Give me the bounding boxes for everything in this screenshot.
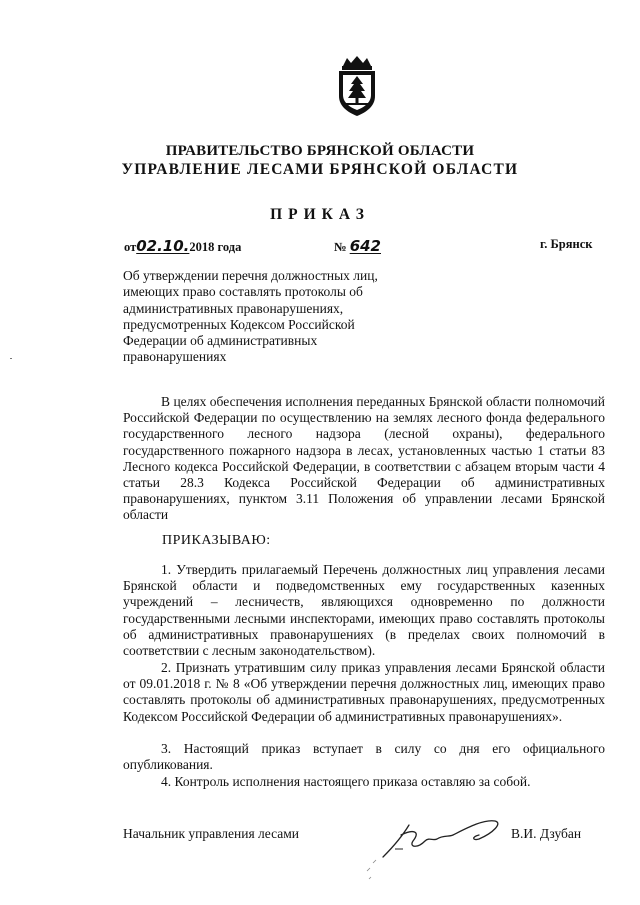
government-header: ПРАВИТЕЛЬСТВО БРЯНСКОЙ ОБЛАСТИ xyxy=(165,143,475,159)
order-item-3: 3. Настоящий приказ вступает в силу со дня его официального опубликования. xyxy=(123,741,605,773)
order-item-2: 2. Признать утратившим силу приказ управления лесами Брянской области от 09.01.2018 г. № 8 «Об утверждении перечня должностных лиц, имеющих право составлять протоколы об административных правонарушениях, предусмотренных Кодексом Российской Федерации об административных правонарушениях». xyxy=(123,660,605,724)
date-prefix: от xyxy=(124,240,137,254)
document-title: ПРИКАЗ xyxy=(270,206,370,223)
scan-mark xyxy=(10,358,12,359)
handwritten-signature xyxy=(343,805,513,885)
document-date xyxy=(124,237,241,255)
coat-of-arms-icon xyxy=(333,54,381,118)
document-city: г. Брянск xyxy=(540,237,593,251)
date-suffix: 2018 года xyxy=(189,240,242,254)
number-prefix: № xyxy=(334,240,347,254)
date-handwritten: 02.10. xyxy=(136,237,190,255)
document-number xyxy=(334,237,381,255)
order-item-1: 1. Утвердить прилагаемый Перечень должностных лиц управления лесами Брянской области и подведомственных ему государственных казенных учреждений – лесничеств, являющихся одновременно по должности государственными лесными инспекторами, имеющих право составлять протоколы об административных правонарушениях (в пределах своих полномочий в соответствии с лесным законодательством). xyxy=(123,562,605,659)
order-word: ПРИКАЗЫВАЮ: xyxy=(162,533,271,548)
preamble-paragraph: В целях обеспечения исполнения переданных Брянской области полномочий Российской Федерации по осуществлению на землях лесного фонда федерального государственного лесного надзора (лесной охраны), федерального государственного пожарного надзора в лесах, установленных частью 1 статьи 83 Лесного кодекса Российской Федерации, в соответствии с абзацем вторым части 4 статьи 28.3 Кодекса Российской Федерации об административных правонарушениях, пунктом 3.11 Положения об управлении лесами Брянской области xyxy=(123,394,605,523)
department-header: УПРАВЛЕНИЕ ЛЕСАМИ БРЯНСКОЙ ОБЛАСТИ xyxy=(121,161,519,178)
order-item-4: 4. Контроль исполнения настоящего приказа оставляю за собой. xyxy=(161,774,531,789)
signatory-role: Начальник управления лесами xyxy=(123,826,300,841)
number-handwritten: 642 xyxy=(349,237,381,255)
document-subject: Об утверждении перечня должностных лиц, имеющих право составлять протоколы об административных правонарушениях, предусмотренных Кодексом Российской Федерации об административных правонарушениях xyxy=(123,268,378,365)
signatory-name: В.И. Дзубан xyxy=(511,826,582,841)
